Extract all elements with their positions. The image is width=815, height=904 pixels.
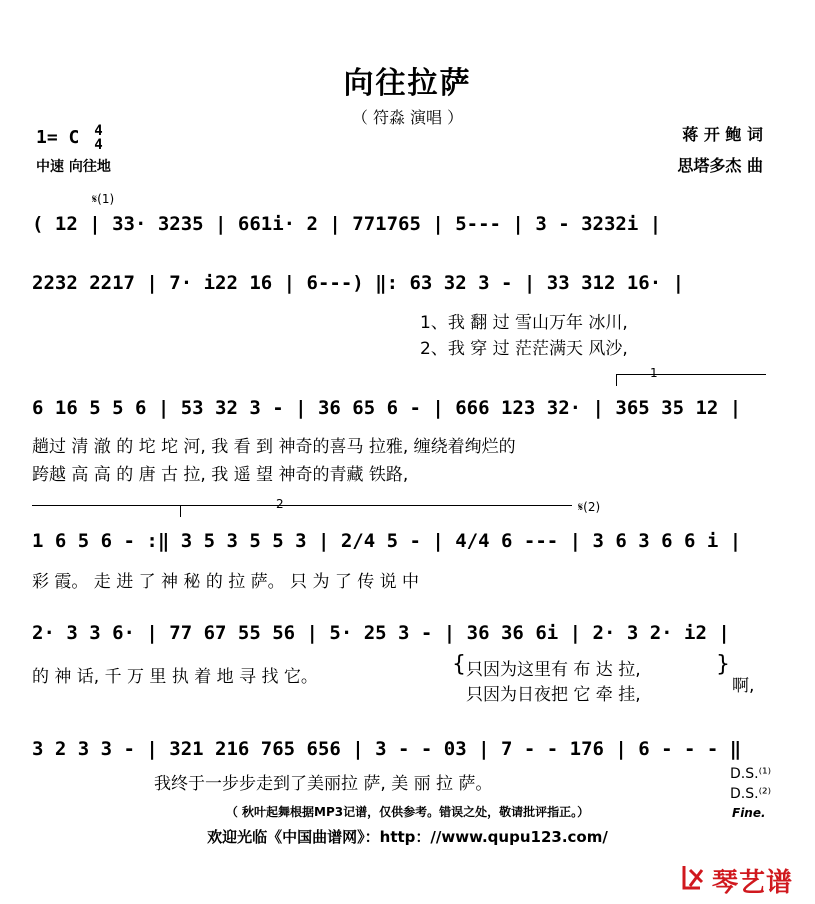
key-label: 1= C [36, 127, 80, 148]
brace-right: } [716, 652, 730, 677]
site-welcome: 欢迎光临《中国曲谱网》：http：//www.qupu123.com/ [207, 828, 608, 846]
ending-1-bracket [616, 374, 766, 375]
lyric-row5-c: 啊, [732, 676, 755, 696]
lyric-row6: 我终于一步步走到了美丽拉 萨, 美 丽 拉 萨。 [154, 774, 493, 794]
lyricist-credit: 蒋 开 鲍 词 [682, 125, 763, 144]
notation-row-4 [32, 530, 784, 552]
ds-2-mark: D.S.⁽²⁾ [730, 786, 772, 802]
tempo-marking: 中速 向往地 [36, 159, 111, 175]
lyric-row4: 彩 霞。 走 进 了 神 秘 的 拉 萨。 只 为 了 传 说 中 [32, 572, 420, 592]
ending-1-tick [616, 374, 617, 386]
notation-line: 2232 2217 | 7· i22 16 | 6---) ‖: 63 32 3 - | 33 312 16· | [32, 272, 685, 294]
notation-row-1 [32, 213, 784, 235]
lyric-row3-verse1: 趟过 清 澈 的 坨 坨 河, 我 看 到 神奇的喜马 拉雅, 缠绕着绚烂的 [32, 437, 516, 457]
notation-row-2 [32, 272, 784, 294]
segno-1-mark: 𝄋(1) [92, 192, 115, 206]
time-signature [94, 124, 102, 152]
ending-1-label: 1 [650, 366, 658, 380]
score-title: 向往拉萨 [343, 66, 472, 101]
lyric-row2-verse2: 2、我 穿 过 茫茫满天 风沙, [420, 339, 628, 359]
notation-line: ( 12 | 33· 3235 | 661i· 2 | 771765 | 5--- | 3 - 3232i | [32, 213, 662, 235]
fine-mark: Fine. [732, 806, 766, 820]
notation-line: 3 2 3 3 - | 321 216 765 656 | 3 - - 03 | 7 - - 176 | 6 - - - ‖ [32, 738, 742, 760]
ending-2-label: 2 [276, 497, 284, 511]
notation-row-5 [32, 622, 784, 644]
notation-line: 6 16 5 5 6 | 53 32 3 - | 36 65 6 - | 666 123 32· | 365 35 12 | [32, 397, 742, 419]
transcription-note: （ 秋叶起舞根据MP3记谱，仅供参考。错误之处，敬请批评指正。） [225, 805, 590, 819]
notation-row-3 [32, 397, 784, 419]
notation-line: 1 6 5 6 - :‖ 3 5 3 5 5 3 | 2/4 5 - | 4/4 6 --- | 3 6 3 6 6 i | [32, 530, 742, 552]
ending-2-tick [180, 505, 181, 517]
notation-row-6 [32, 738, 784, 760]
key-signature [36, 124, 103, 152]
time-bottom: 4 [94, 137, 103, 153]
logo-text: 琴艺谱 [712, 868, 794, 898]
ds-1-mark: D.S.⁽¹⁾ [730, 766, 772, 782]
composer-credit: 思塔多杰 曲 [677, 156, 763, 175]
notation-line: 2· 3 3 6· | 77 67 55 56 | 5· 25 3 - | 36 36 6i | 2· 3 2· i2 | [32, 622, 730, 644]
segno-2-mark: 𝄋(2) [578, 500, 601, 514]
score-subtitle: （ 符淼 演唱 ） [351, 108, 464, 127]
time-top: 4 [94, 123, 103, 139]
lyric-row3-verse2: 跨越 高 高 的 唐 古 拉, 我 遥 望 神奇的青藏 铁路, [32, 465, 409, 485]
lyric-row5-b2: 只因为日夜把 它 牵 挂, [466, 685, 641, 705]
lyric-row5-a: 的 神 话, 千 万 里 执 着 地 寻 找 它。 [32, 667, 318, 687]
ending-2-bracket [32, 505, 572, 506]
lyric-row2-verse1: 1、我 翻 过 雪山万年 冰川, [420, 313, 628, 333]
lyric-row5-b1: 只因为这里有 布 达 拉, [466, 660, 641, 680]
brace-left: { [452, 652, 466, 677]
